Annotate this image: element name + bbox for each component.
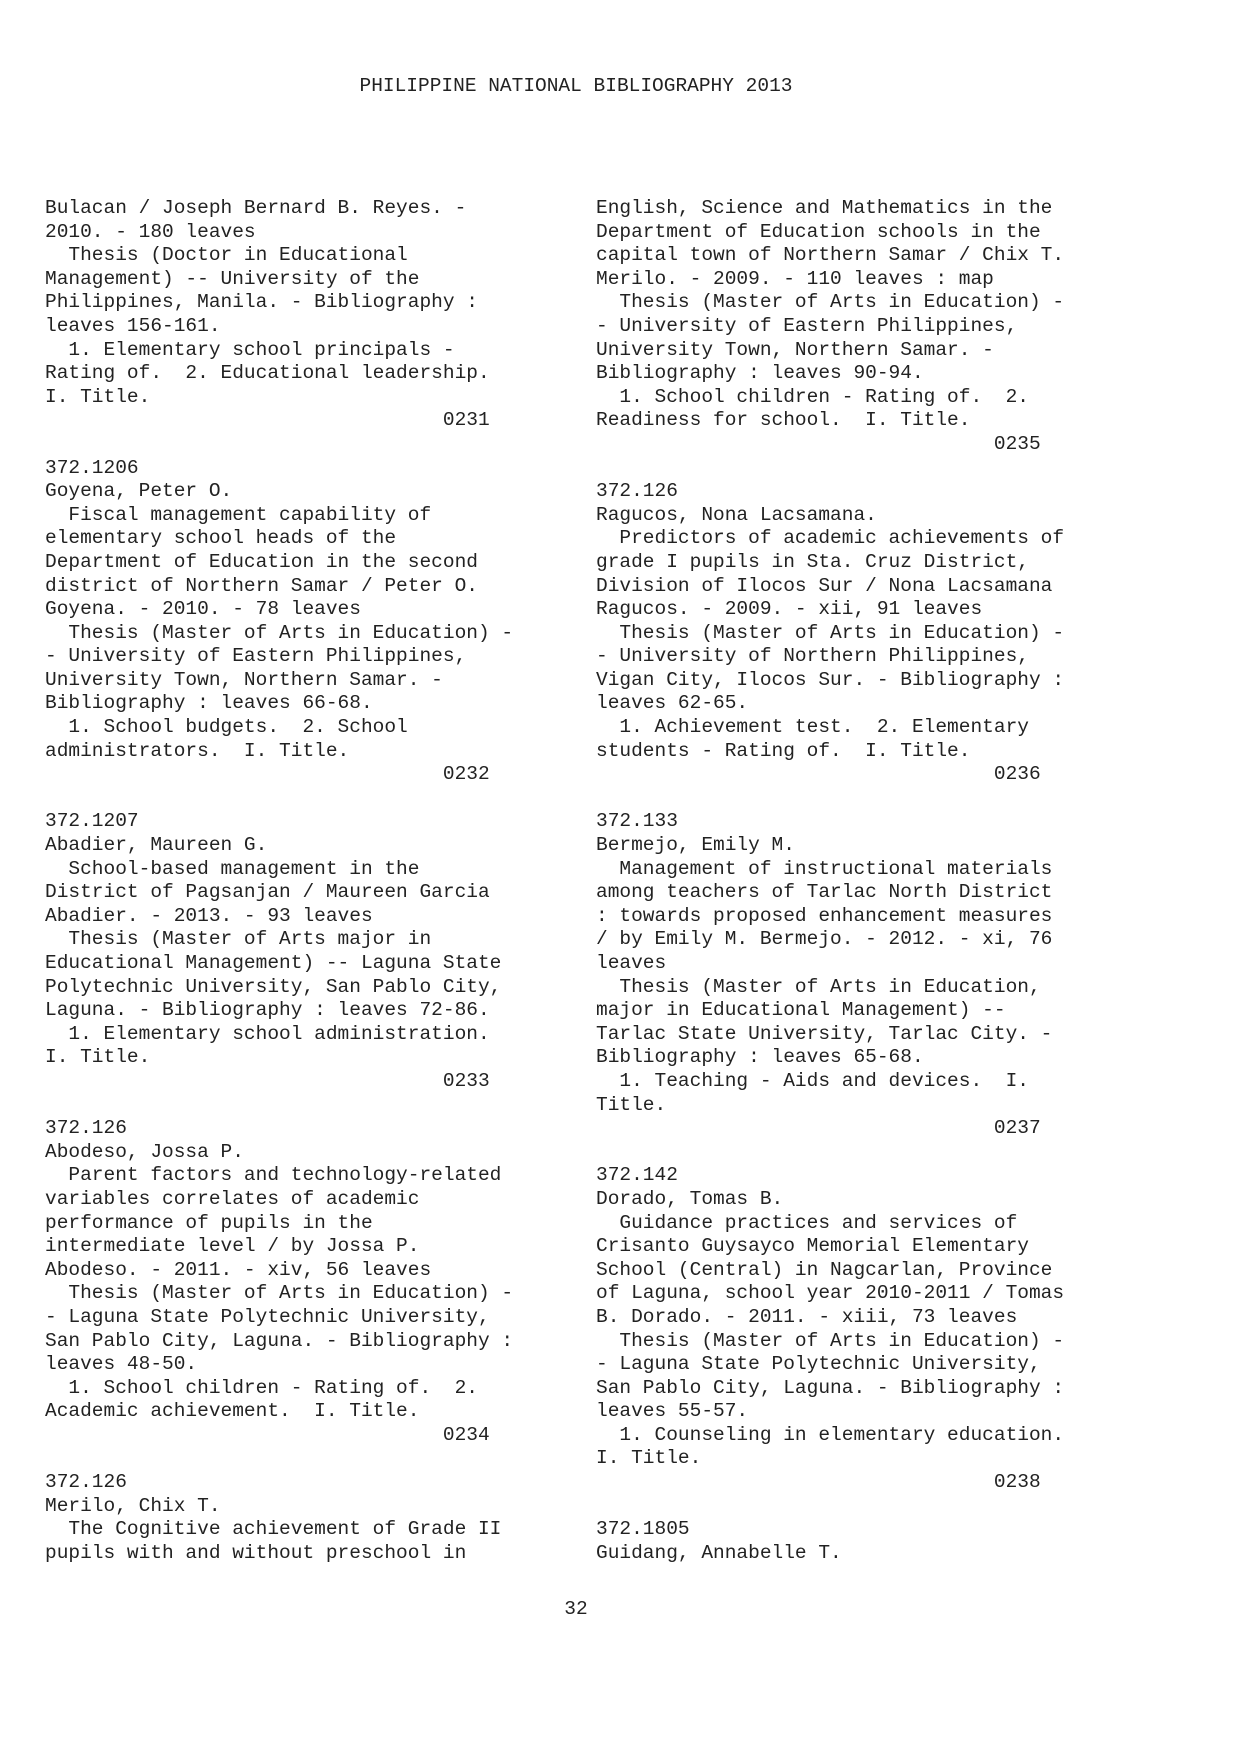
page-number: 32 <box>564 1598 588 1620</box>
right-column <box>596 197 1106 1565</box>
page-header-title: PHILIPPINE NATIONAL BIBLIOGRAPHY 2013 <box>359 75 793 97</box>
right-column-entries: English, Science and Mathematics in the Department of Education schools in the capital town of Northern Samar / Chix T. Merilo. - 2009. - 110 leaves : map Thesis (Master of Arts in Education) - - University of Eastern Philippines, University Town, Northern Samar. - Bibliography : leaves 90-94. 1. School children - Rating of. 2. Readiness for school. I. Title. 0235 372.126 Ragucos, Nona Lacsamana. Predictors of academic achievements of grade I pupils in Sta. Cruz District, Division of Ilocos Sur / Nona Lacsamana Ragucos. - 2009. - xii, 91 leaves Thesis (Master of Arts in Education) - - University of Northern Philippines, Vigan City, Ilocos Sur. - Bibliography : leaves 62-65. 1. Achievement test. 2. Elementary students - Rating of. I. Title. 0236 372.133 Bermejo, Emily M. Management of instructional materials among teachers of Tarlac North District : towards proposed enhancement measures / by Emily M. Bermejo. - 2012. - xi, 76 leaves Thesis (Master of Arts in Education, major in Educational Management) -- Tarlac State University, Tarlac City. - Bibliography : leaves 65-68. 1. Teaching - Aids and devices. I. Title. 0237 372.142 Dorado, Tomas B. Guidance practices and services of Crisanto Guysayco Memorial Elementary School (Central) in Nagcarlan, Province of Laguna, school year 2010-2011 / Tomas B. Dorado. - 2011. - xiii, 73 leaves Thesis (Master of Arts in Education) - - Laguna State Polytechnic University, San Pablo City, Laguna. - Bibliography : leaves 55-57. 1. Counseling in elementary education. I. Title. 0238 372.1805 Guidang, Annabelle T. <box>596 197 1065 1564</box>
left-column-entries: Bulacan / Joseph Bernard B. Reyes. - 2010. - 180 leaves Thesis (Doctor in Educational Management) -- University of the Philippines, Manila. - Bibliography : leaves 156-161. 1. Elementary school principals - Rating of. 2. Educational leadership. I. Title. 0231 372.1206 Goyena, Peter O. Fiscal management capability of elementary school heads of the Department of Education in the second district of Northern Samar / Peter O. Goyena. - 2010. - 78 leaves Thesis (Master of Arts in Education) - - University of Eastern Philippines, University Town, Northern Samar. - Bibliography : leaves 66-68. 1. School budgets. 2. School administrators. I. Title. 0232 372.1207 Abadier, Maureen G. School-based management in the District of Pagsanjan / Maureen Garcia Abadier. - 2013. - 93 leaves Thesis (Master of Arts major in Educational Management) -- Laguna State Polytechnic University, San Pablo City, Laguna. - Bibliography : leaves 72-86. 1. Elementary school administration. I. Title. 0233 372.126 Abodeso, Jossa P. Parent factors and technology-related variables correlates of academic performance of pupils in the intermediate level / by Jossa P. Abodeso. - 2011. - xiv, 56 leaves Thesis (Master of Arts in Education) - - Laguna State Polytechnic University, San Pablo City, Laguna. - Bibliography : leaves 48-50. 1. School children - Rating of. 2. Academic achievement. I. Title. 0234 372.126 Merilo, Chix T. The Cognitive achievement of Grade II pupils with and without preschool in <box>45 197 514 1564</box>
left-column <box>45 197 555 1565</box>
